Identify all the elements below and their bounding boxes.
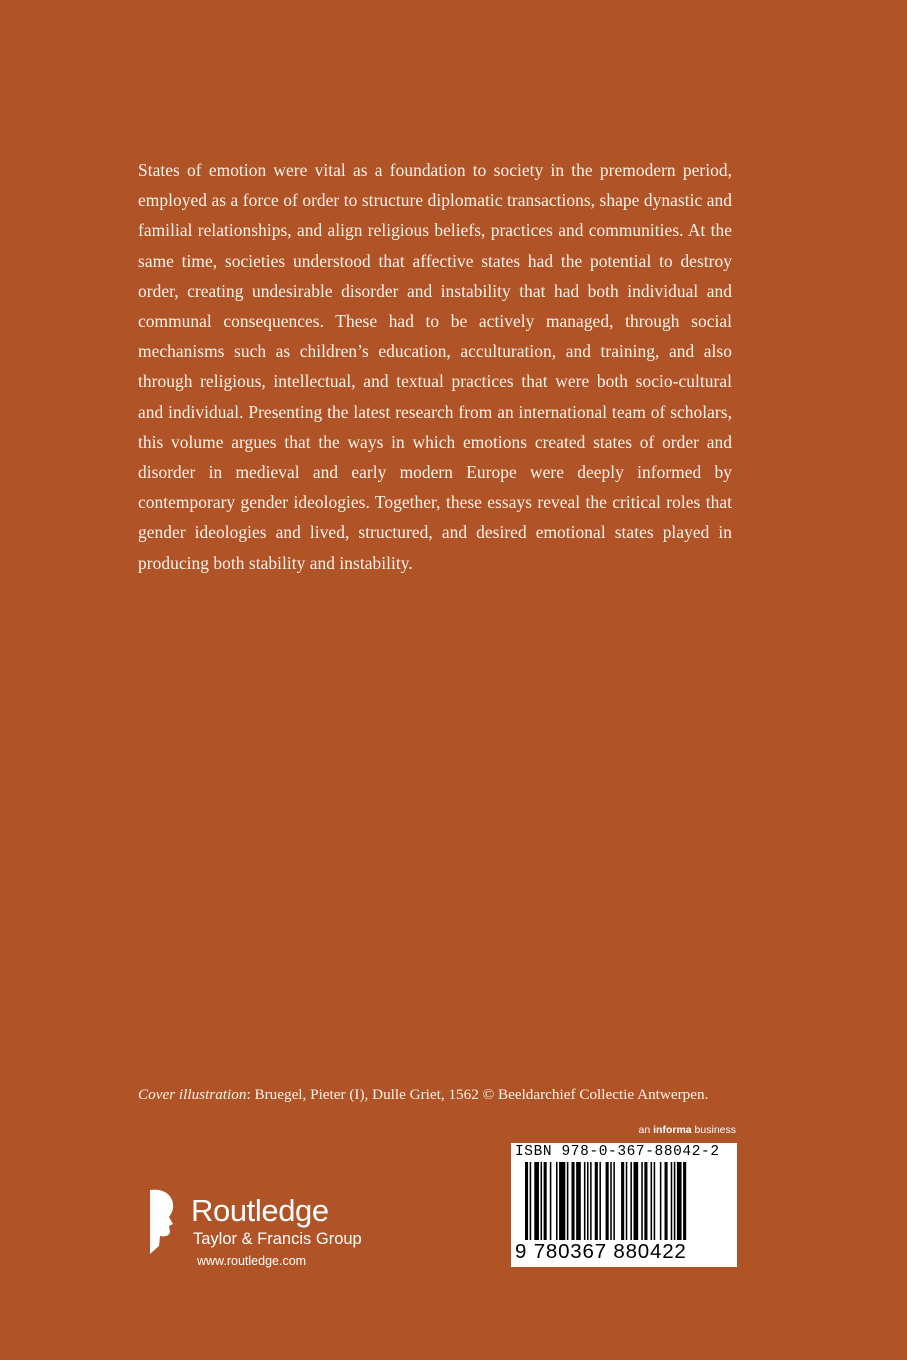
barcode-bar [630,1162,632,1240]
blurb-text: States of emotion were vital as a foundation to society in the premodern period, employed as a force of order to structure diplomatic transactions, shape dynastic and familial relationships, and align religious beliefs, practices and communities. At the same time, societies understood that affective states had the potential to destroy order, creating undesirable disorder and instability that had both individual and communal consequences. These had to be actively managed, through social mechanisms such as children’s education, acculturation, and training, and also through religious, intellectual, and textual practices that were both socio-cultural and individual. Presenting the latest research from an international team of scholars, this volume argues that the ways in which emotions created states of order and disorder in medieval and early modern Europe were deeply informed by contemporary gender ideologies. Together, these essays reveal the critical roles that gender ideologies and lived, structured, and desired emotional states played in producing both stability and instability. [138,160,732,573]
credit-text: : Bruegel, Pieter (I), Dulle Griet, 1562 © Beeldarchief Collectie Antwerpen. [246,1086,709,1103]
barcode-bar [525,1162,528,1240]
logo-vertical-wordmark: ROUTLEDGE [133,1188,144,1254]
informa-prefix: an [638,1124,654,1136]
barcode-bar [626,1162,628,1240]
barcode-bar [530,1162,532,1240]
barcode-bar [674,1162,676,1240]
barcode-bar [671,1162,673,1240]
barcode-bar [587,1162,589,1240]
routledge-head-profile-icon [133,1188,180,1256]
credit-label: Cover illustration [138,1086,247,1103]
publisher-name: Routledge [191,1193,329,1228]
barcode-bar [644,1162,647,1240]
informa-suffix: business [691,1124,736,1136]
ean13-barcode-icon [511,1162,737,1246]
isbn-number: ISBN 978-0-367-88042-2 [515,1144,720,1160]
barcode-bar [613,1162,615,1240]
barcode-bar [544,1162,547,1240]
barcode-bar [534,1162,539,1240]
barcode-bar [641,1162,643,1240]
barcode-bar [556,1162,558,1240]
informa-brand: informa [653,1124,692,1136]
barcode-bar [683,1162,686,1240]
barcode-bar [665,1162,668,1240]
barcode-bar [677,1162,682,1240]
barcode-bar [584,1162,586,1240]
barcode-bar [572,1162,575,1240]
barcode-bar [654,1162,656,1240]
barcode-bar [610,1162,612,1240]
barcode-bar [621,1162,624,1240]
barcode-bar [599,1162,601,1240]
ean-number: 9 780367 880422 [515,1240,687,1263]
publisher-url: www.routledge.com [197,1254,307,1268]
barcode-bar [576,1162,581,1240]
barcode-bar [660,1162,662,1240]
informa-business-tagline [630,1124,736,1136]
barcode-bar [541,1162,543,1240]
barcode-bar [595,1162,598,1240]
routledge-logo [133,1188,180,1256]
publisher-brand [191,1193,362,1249]
cover-illustration-credit [138,1084,738,1106]
isbn-barcode [511,1143,737,1267]
barcode-bar [567,1162,569,1240]
barcode-bar [606,1162,609,1240]
barcode-bar [651,1162,653,1240]
barcode-bar [559,1162,565,1240]
barcode-bar [550,1162,552,1240]
barcode-bar [590,1162,592,1240]
barcode-bar [634,1162,639,1240]
publisher-group: Taylor & Francis Group [193,1230,362,1248]
